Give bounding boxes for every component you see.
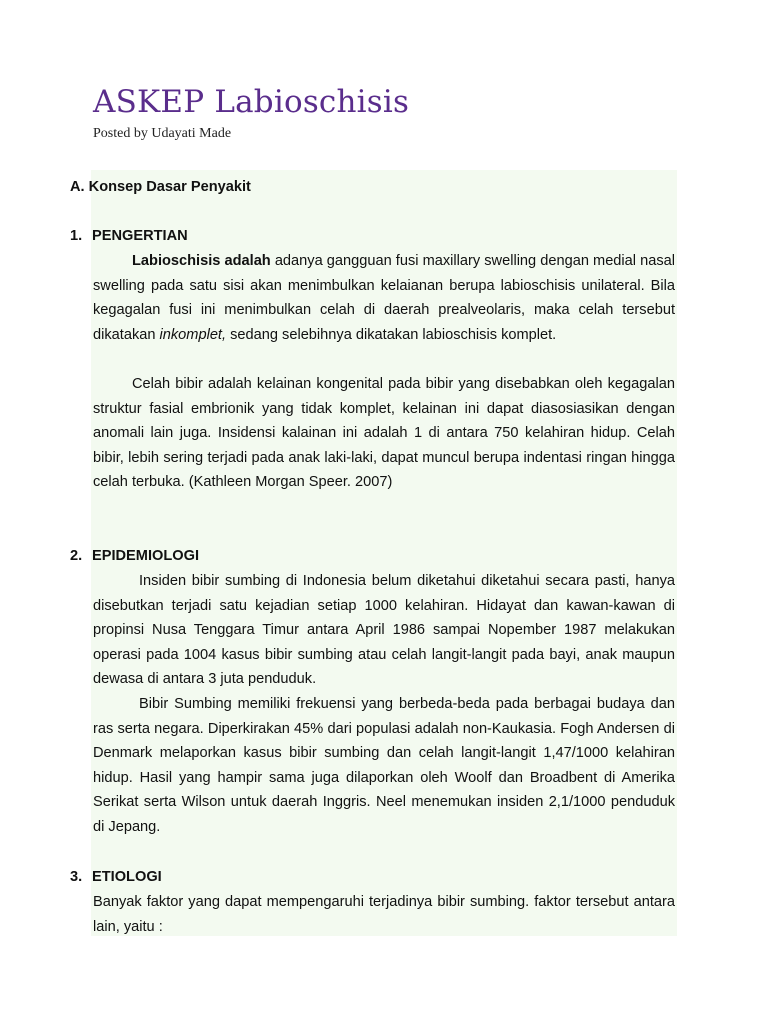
heading-pengertian xyxy=(70,224,188,249)
document-title: ASKEP Labioschisis xyxy=(93,84,410,120)
section-a-title: Konsep Dasar Penyakit xyxy=(88,179,251,195)
byline: Posted by Udayati Made xyxy=(93,126,232,141)
etiologi-paragraph-1: Banyak faktor yang dapat mempengaruhi terjadinya bibir sumbing. faktor tersebut antara lain, yaitu : xyxy=(93,894,675,935)
section-a-heading xyxy=(70,175,251,200)
epidemiologi-paragraph-2: Bibir Sumbing memiliki frekuensi yang berbeda-beda pada berbagai budaya dan ras serta negara. Diperkirakan 45% dari populasi adalah non-Kaukasia. Fogh Andersen di Denmark melaporkan kasus bibir sumbing dan celah langit-langit 1,47/1000 kelahiran hidup. Hasil yang hampir sama juga dilaporkan oleh Woolf dan Broadbent di Amerika Serikat serta Wilson untuk daerah Inggris. Neel menemukan insiden 2,1/1000 penduduk di Jepang. xyxy=(93,696,675,835)
heading-title: ETIOLOGI xyxy=(92,869,162,885)
section-a-label: A. xyxy=(70,179,85,195)
heading-title: PENGERTIAN xyxy=(92,228,188,244)
heading-number: 1. xyxy=(70,228,83,244)
term-inkomplet: inkomplet, xyxy=(159,326,227,343)
heading-title: EPIDEMIOLOGI xyxy=(92,548,200,564)
heading-number: 3. xyxy=(70,869,83,885)
heading-number: 2. xyxy=(70,548,83,564)
heading-etiologi xyxy=(70,865,162,890)
pengertian-paragraph-2: Celah bibir adalah kelainan kongenital pada bibir yang disebabkan oleh kegagalan struktur fasial embrionik yang tidak komplet, kelainan ini dapat diasosiasikan dengan anomali lain juga. Insidensi kalainan ini adalah 1 di antara 750 kelahiran hidup. Celah bibir, lebih sering terjadi pada anak laki-laki, dapat muncul berupa indentasi ringan hingga celah terbuka. (Kathleen Morgan Speer. 2007) xyxy=(93,376,675,491)
heading-epidemiologi xyxy=(70,544,199,569)
term-labioschisis: Labioschisis adalah xyxy=(132,253,271,269)
pengertian-paragraph-1: Labioschisis adalah adanya gangguan fusi maxillary swelling dengan medial nasal swelling pada satu sisi akan menimbulkan kelaianan berupa labioschisis unilateral. Bila kegagalan fusi ini menimbulkan celah di daerah prealveolaris, maka celah tersebut dikatakan inkomplet, sedang selebihnya dikatakan labioschisis komplet. xyxy=(93,253,675,343)
epidemiologi-paragraph-1: Insiden bibir sumbing di Indonesia belum diketahui diketahui secara pasti, hanya disebutkan terjadi satu kejadian setiap 1000 kelahiran. Hidayat dan kawan-kawan di propinsi Nusa Tenggara Timur antara April 1986 sampai Nopember 1987 melakukan operasi pada 1004 kasus bibir sumbing atau celah langit-langit pada bayi, anak maupun dewasa di antara 3 juta penduduk. xyxy=(93,573,675,688)
